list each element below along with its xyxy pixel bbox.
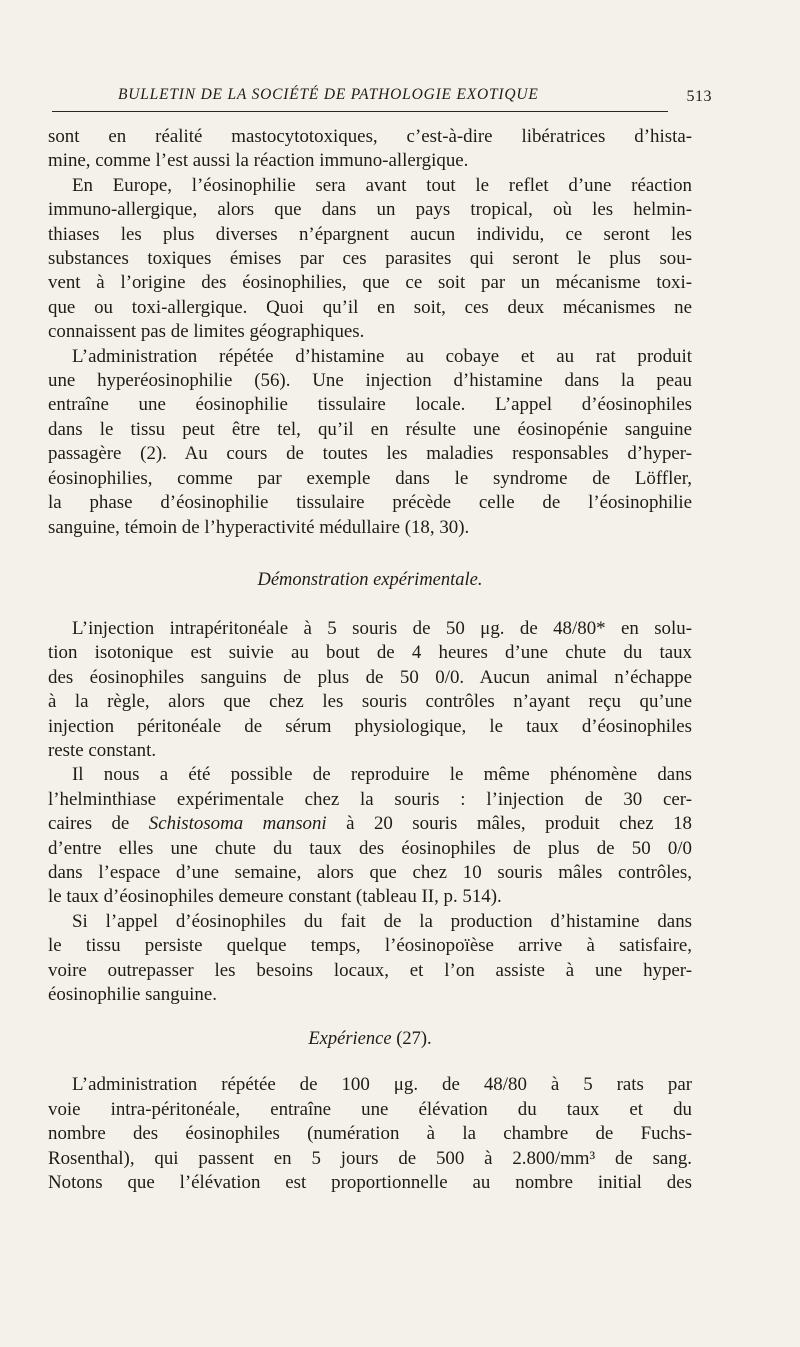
species-name: Schistosoma mansoni — [148, 813, 327, 835]
text-run: le taux d’éosinophiles demeure constant (tableau II, p. 514). — [48, 886, 502, 908]
text-line: Rosenthal), qui passent en 5 jours de 500 à 2.800/mm³ de sang. — [48, 1147, 692, 1169]
text-line — [48, 763, 692, 787]
spacer — [48, 592, 692, 617]
text-run: l’helminthiase expérimentale chez la souris : l’injection de 30 cer- — [48, 788, 692, 810]
spacer — [48, 540, 692, 568]
text-line: le tissu persiste quelque temps, l’éosinopoïèse arrive à satisfaire, — [48, 935, 692, 957]
text-line: éosinophilies, comme par exemple dans le syndrome de Löffler, — [48, 467, 692, 489]
text-line: sanguine, témoin de l’hyperactivité médullaire (18, 30). — [48, 516, 470, 538]
text-line: substances toxiques émises par ces parasites qui seront le plus sou- — [48, 248, 692, 270]
text-line: éosinophilie sanguine. — [48, 984, 217, 1005]
text-line — [48, 885, 692, 909]
spacer — [48, 1051, 692, 1073]
paragraph — [48, 345, 692, 540]
text-line: entraîne une éosinophilie tissulaire locale. L’appel d’éosinophiles — [48, 394, 692, 416]
section-heading — [48, 1027, 692, 1051]
body-text — [48, 125, 692, 1195]
section-heading-italic: Expérience — [308, 1029, 392, 1050]
text-line — [48, 812, 692, 836]
text-line: L’administration répétée de 100 μg. de 48/80 à 5 rats par — [72, 1074, 692, 1096]
section-heading: Démonstration expérimentale. — [257, 569, 483, 590]
text-line: des éosinophiles sanguins de plus de 50 0/0. Aucun animal n’échappe — [48, 666, 692, 688]
text-line: nombre des éosinophiles (numération à la chambre de Fuchs- — [48, 1123, 692, 1145]
text-line: une hyperéosinophilie (56). Une injection d’histamine dans la peau — [48, 370, 692, 392]
text-line: à la règle, alors que chez les souris contrôles n’ayant reçu qu’une — [48, 691, 692, 713]
paragraph — [48, 174, 692, 345]
text-line: mine, comme l’est aussi la réaction immuno-allergique. — [48, 150, 469, 172]
text-line — [48, 788, 692, 812]
text-line: Notons que l’élévation est proportionnelle au nombre initial des — [48, 1172, 692, 1194]
text-line: L’administration répétée d’histamine au cobaye et au rat produit — [72, 345, 692, 367]
text-run: caires de — [48, 813, 149, 835]
text-run: Il nous a été possible de reproduire le même phénomène dans — [72, 764, 692, 786]
paragraph — [48, 125, 692, 174]
section-heading-roman: (27). — [391, 1029, 432, 1050]
text-line — [48, 837, 692, 861]
text-run: dans l’espace d’une semaine, alors que chez 10 souris mâles contrôles, — [48, 861, 692, 883]
text-line: voire outrepasser les besoins locaux, et l’on assiste à une hyper- — [48, 959, 692, 981]
text-line: dans le tissu peut être tel, qu’il en résulte une éosinopénie sanguine — [48, 418, 692, 440]
text-line: Si l’appel d’éosinophiles du fait de la production d’histamine dans — [72, 910, 692, 932]
header-rule — [52, 111, 668, 112]
text-run: d’entre elles une chute du taux des éosinophiles de plus de 50 0/0 — [48, 837, 692, 859]
text-line: En Europe, l’éosinophilie sera avant tout le reflet d’une réaction — [72, 174, 692, 196]
text-line: voie intra-péritonéale, entraîne une élévation du taux et du — [48, 1098, 692, 1120]
running-title: BULLETIN DE LA SOCIÉTÉ DE PATHOLOGIE EXOTIQUE — [118, 86, 539, 103]
page-number: 513 — [686, 88, 712, 105]
text-line: reste constant. — [48, 739, 157, 761]
spacer — [48, 1007, 692, 1027]
text-line — [48, 861, 692, 885]
paragraph — [48, 763, 692, 909]
text-line: sont en réalité mastocytotoxiques, c’est-à-dire libératrices d’hista- — [48, 126, 692, 147]
text-line: connaissent pas de limites géographiques. — [48, 321, 365, 343]
text-line: la phase d’éosinophilie tissulaire précède celle de l’éosinophilie — [48, 492, 692, 514]
text-line: thiases les plus diverses n’épargnent aucun individu, ce seront les — [48, 223, 692, 245]
paragraph — [48, 1073, 692, 1195]
text-line: que ou toxi-allergique. Quoi qu’il en soit, ces deux mécanismes ne — [48, 296, 692, 318]
paragraph — [48, 910, 692, 1008]
text-line: injection péritonéale de sérum physiologique, le taux d’éosinophiles — [48, 715, 692, 737]
paragraph — [48, 617, 692, 763]
text-run: à 20 souris mâles, produit chez 18 — [326, 813, 693, 835]
text-line: L’injection intrapéritonéale à 5 souris de 50 μg. de 48/80* en solu- — [72, 617, 692, 639]
text-line: tion isotonique est suivie au bout de 4 heures d’une chute du taux — [48, 642, 692, 664]
text-line: immuno-allergique, alors que dans un pays tropical, où les helmin- — [48, 199, 692, 221]
text-line: passagère (2). Au cours de toutes les maladies responsables d’hyper- — [48, 443, 692, 465]
text-line: vent à l’origine des éosinophilies, que ce soit par un mécanisme toxi- — [48, 272, 692, 294]
